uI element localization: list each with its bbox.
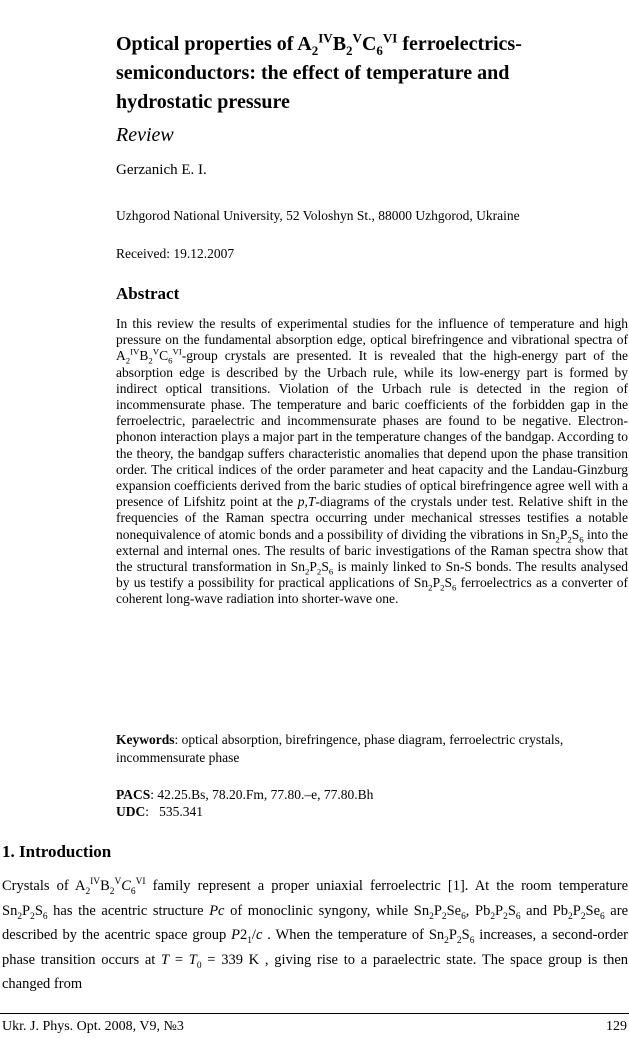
keywords-text: : optical absorption, birefringence, phase diagram, ferroelectric crystals, incommensurate phase	[116, 732, 564, 765]
udc-text: : 535.341	[145, 804, 204, 819]
footer-divider	[0, 1013, 629, 1014]
udc-line	[116, 803, 373, 820]
page-number: 129	[606, 1019, 627, 1034]
pacs-text: : 42.25.Bs, 78.20.Fm, 77.80.–e, 77.80.Bh	[150, 787, 374, 802]
author: Gerzanich E. I.	[116, 162, 207, 178]
udc-label: UDC	[116, 804, 146, 819]
classification	[116, 786, 373, 820]
title-part1: Optical properties of	[116, 33, 294, 55]
keywords-label: Keywords	[116, 732, 175, 747]
introduction-text: Crystals of $A_2^{IV}B_2^VC_6^{VI}$ family represent a proper uniaxial ferroelectric [1]. At the room temperature $Sn_2P_2S_6$ has the acentric structure Pc of monoclinic syngony, while $Sn_2P_2Se_6$, $Pb_2P_2S_6$ and $Pb_2P_2Se_6$ are described by the acentric space group $P2_1/c$ . When the temperature of $Sn_2P_2S_6$ increases, a second-order phase transition occurs at $T = T_0 = 339$ K , giving rise to a paraelectric state. The space group is then changed from	[2, 877, 629, 992]
affiliation: Uzhgorod National University, 52 Voloshyn St., 88000 Uzhgorod, Ukraine	[116, 208, 520, 223]
title-part2: ferroelectrics-semiconductors: the effect of temperature and hydrostatic pressure	[116, 33, 522, 113]
title-formula: $A_2^{IV}B_2^VC_6^{VI}$	[297, 30, 398, 58]
abstract-text: In this review the results of experimental studies for the influence of temperature and high pressure on the fundamental absorption edge, optical birefringence and vibrational spectra of $A_2^{IV}B_2^VC_6^{VI}$-group crystals are presented. It is revealed that the high-energy part of the absorption edge is described by the Urbach rule, while its low-energy part is formed by indirect optical transitions. Violation of the Urbach rule is detected in the region of incommensurate phase. The temperature and baric coefficients of the forbidden gap in the ferroelectric, paraelectric and incommensurate phases are found to be negative. Electron-phonon interaction plays a major part in the temperature changes of the bandgap. According to the theory, the bandgap suffers characteristic anomalies that depend upon the phase transition order. The critical indices of the order parameter and heat capacity and the Landau-Ginzburg expansion coefficients derived from the baric studies of optical birefringence agree well with a presence of Lifshitz point at the p,T-diagrams of the crystals under test. Relative shift in the frequencies of the Raman spectra occurring under mechanical stresses testifies a notable nonequivalence of atomic bonds and a possibility of dividing the vibrations in $Sn_2P_2S_6$ into the external and internal ones. The results of baric investigations of the Raman spectra show that the structural transformation in $Sn_2P_2S_6$ is mainly linked to Sn-S bonds. The results analysed by us testify a possibility for practical applications of $Sn_2P_2S_6$ ferroelectrics as a converter of coherent long-wave radiation into shorter-wave one.	[116, 316, 628, 607]
pacs-label: PACS	[116, 787, 151, 802]
received-date: Received: 19.12.2007	[116, 246, 235, 261]
journal-reference: Ukr. J. Phys. Opt. 2008, V9, №3	[2, 1019, 184, 1034]
pacs-line	[116, 786, 373, 803]
introduction-heading: 1. Introduction	[2, 842, 112, 861]
paper-title	[116, 30, 586, 117]
keywords	[116, 731, 628, 767]
abstract-heading: Abstract	[116, 284, 180, 303]
paper-subtitle: Review	[116, 124, 174, 146]
